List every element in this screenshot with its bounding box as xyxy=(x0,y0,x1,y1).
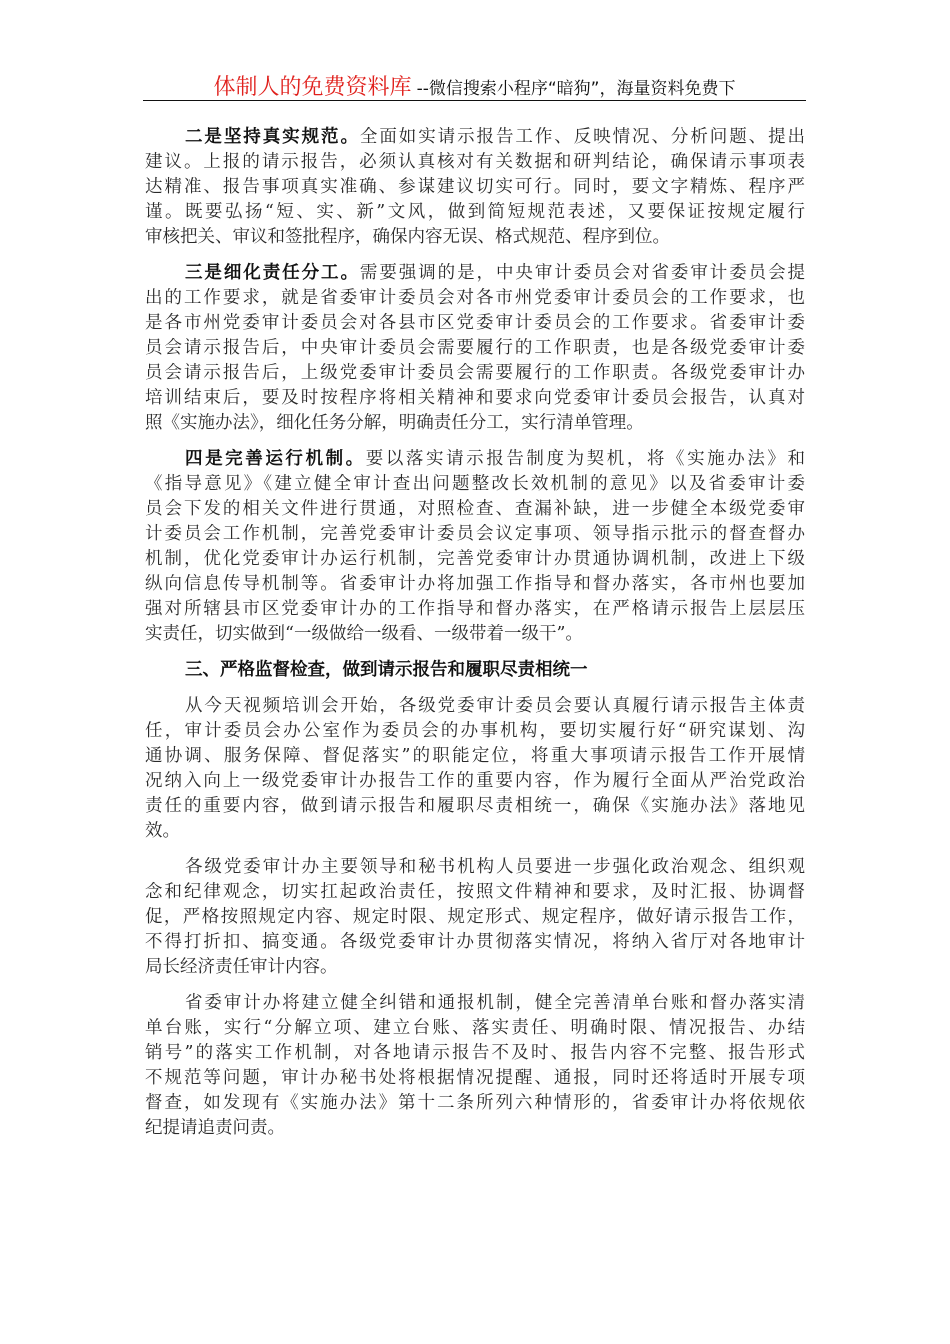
text-line xyxy=(145,150,805,175)
text-line xyxy=(145,336,805,361)
line-text: 单台账，实行“分解立项、建立台账、落实责任、明确时限、情况报告、办结 xyxy=(145,1018,805,1038)
line-text: 建议。上报的请示报告，必须认真核对有关数据和研判结论，确保请示事项表 xyxy=(145,152,805,172)
line-text: 念和纪律观念，切实扛起政治责任，按照文件精神和要求，及时汇报、协调督 xyxy=(145,882,805,902)
text-line xyxy=(145,794,805,819)
text-line xyxy=(145,991,805,1016)
text-line xyxy=(145,175,805,200)
line-text: 员会请示报告后，上级党委审计委员会需要履行的工作职责。各级党委审计办 xyxy=(145,363,805,383)
text-line xyxy=(145,1091,805,1116)
paragraph xyxy=(145,694,805,844)
line-text: 员会请示报告后，中央审计委员会需要履行的工作职责，也是各级党委审计委 xyxy=(145,338,805,358)
text-line xyxy=(145,411,805,436)
text-line xyxy=(145,286,805,311)
line-text: 员会下发的相关文件进行贯通，对照检查、查漏补缺，进一步健全本级党委审 xyxy=(145,499,805,519)
text-line xyxy=(145,361,805,386)
text-line xyxy=(145,1066,805,1091)
paragraph-lead: 三、严格监督检查，做到请示报告和履职尽责相统一 xyxy=(185,660,588,680)
text-line xyxy=(145,955,805,980)
text-line xyxy=(145,497,805,522)
text-line xyxy=(145,311,805,336)
text-line xyxy=(145,386,805,411)
line-text: 纵向信息传导机制等。省委审计办将加强工作指导和督办落实，各市州也要加 xyxy=(145,574,805,594)
text-line xyxy=(145,547,805,572)
section-heading xyxy=(145,658,805,683)
line-text: 督查，如发现有《实施办法》第十二条所列六种情形的，省委审计办将依规依 xyxy=(145,1093,805,1113)
line-text: 《指导意见》《建立健全审计查出问题整改长效机制的意见》以及省委审计委 xyxy=(145,474,805,494)
line-text: 需要强调的是，中央审计委员会对省委审计委员会提 xyxy=(359,263,806,283)
text-line xyxy=(145,125,805,150)
paragraph xyxy=(145,261,805,436)
paragraph-lead: 四是完善运行机制。 xyxy=(185,449,366,469)
text-line xyxy=(145,719,805,744)
line-text: 是各市州党委审计委员会对各县市区党委审计委员会的工作要求。省委审计委 xyxy=(145,313,805,333)
line-text: 达精准、报告事项真实准确、参谋建议切实可行。同时，要文字精炼、程序严 xyxy=(145,177,805,197)
line-text: 谨。既要弘扬“短、实、新”文风，做到简短规范表述，又要保证按规定履行 xyxy=(145,202,805,222)
text-line xyxy=(145,572,805,597)
text-line xyxy=(145,200,805,225)
paragraph-lead: 三是细化责任分工。 xyxy=(185,263,360,283)
paragraph xyxy=(145,991,805,1141)
line-text: 任，审计委员会办公室作为委员会的办事机构，要切实履行好“研究谋划、沟 xyxy=(145,721,805,741)
text-line xyxy=(145,905,805,930)
line-text: 审核把关、审议和签批程序，确保内容无误、格式规范、程序到位。 xyxy=(145,227,670,247)
line-text: 出的工作要求，就是省委审计委员会对各市州党委审计委员会的工作要求，也 xyxy=(145,288,805,308)
text-line xyxy=(145,658,805,683)
line-text: 促，严格按照规定内容、规定时限、规定形式、规定程序，做好请示报告工作， xyxy=(145,907,805,927)
text-line xyxy=(145,622,805,647)
line-text: 培训结束后，要及时按程序将相关精神和要求向党委审计委员会报告，认真对 xyxy=(145,388,805,408)
text-line xyxy=(145,225,805,250)
text-line xyxy=(145,447,805,472)
header-title-black: --微信搜索小程序“暗狗”，海量资料免费下 xyxy=(416,79,736,99)
line-text: 要以落实请示报告制度为契机，将《实施办法》和 xyxy=(365,449,805,469)
text-line xyxy=(145,1016,805,1041)
line-text: 计委员会工作机制，完善党委审计委员会议定事项、领导指示批示的督查督办 xyxy=(145,524,805,544)
line-text: 局长经济责任审计内容。 xyxy=(145,957,338,977)
line-text: 照《实施办法》，细化任务分解，明确责任分工，实行清单管理。 xyxy=(145,413,644,433)
paragraph xyxy=(145,855,805,980)
text-line xyxy=(145,1116,805,1141)
line-text: 销号”的落实工作机制，对各地请示报告不及时、报告内容不完整、报告形式 xyxy=(145,1043,805,1063)
text-line xyxy=(145,694,805,719)
text-line xyxy=(145,855,805,880)
line-text: 实责任，切实做到“一级做给一级看、一级带着一级干”。 xyxy=(145,624,583,644)
line-text: 不规范等问题，审计办秘书处将根据情况提醒、通报，同时还将适时开展专项 xyxy=(145,1068,805,1088)
text-line xyxy=(145,819,805,844)
text-line xyxy=(145,880,805,905)
line-text: 不得打折扣、搞变通。各级党委审计办贯彻落实情况，将纳入省厅对各地审计 xyxy=(145,932,805,952)
text-line xyxy=(145,744,805,769)
document-body xyxy=(145,125,805,1152)
line-text: 省委审计办将建立健全纠错和通报机制，健全完善清单台账和督办落实清 xyxy=(185,993,805,1013)
line-text: 机制，优化党委审计办运行机制，完善党委审计办贯通协调机制，改进上下级 xyxy=(145,549,805,569)
line-text: 况纳入向上一级党委审计办报告工作的重要内容，作为履行全面从严治党政治 xyxy=(145,771,805,791)
line-text: 效。 xyxy=(145,821,180,841)
line-text: 强对所辖县市区党委审计办的工作指导和督办落实，在严格请示报告上层层压 xyxy=(145,599,805,619)
text-line xyxy=(145,1041,805,1066)
text-line xyxy=(145,522,805,547)
text-line xyxy=(145,597,805,622)
text-line xyxy=(145,472,805,497)
paragraph-lead: 二是坚持真实规范。 xyxy=(185,127,360,147)
line-text: 通协调、服务保障、督促落实”的职能定位，将重大事项请示报告工作开展情 xyxy=(145,746,805,766)
line-text: 纪提请追责问责。 xyxy=(145,1118,285,1138)
paragraph xyxy=(145,125,805,250)
text-line xyxy=(145,261,805,286)
paragraph xyxy=(145,447,805,647)
text-line xyxy=(145,769,805,794)
line-text: 各级党委审计办主要领导和秘书机构人员要进一步强化政治观念、组织观 xyxy=(185,857,805,877)
text-line xyxy=(145,930,805,955)
line-text: 责任的重要内容，做到请示报告和履职尽责相统一，确保《实施办法》落地见 xyxy=(145,796,805,816)
header-title-red: 体制人的免费资料库 xyxy=(213,75,412,100)
line-text: 从今天视频培训会开始，各级党委审计委员会要认真履行请示报告主体责 xyxy=(185,696,805,716)
page-header xyxy=(143,70,806,101)
line-text: 全面如实请示报告工作、反映情况、分析问题、提出 xyxy=(359,127,806,147)
